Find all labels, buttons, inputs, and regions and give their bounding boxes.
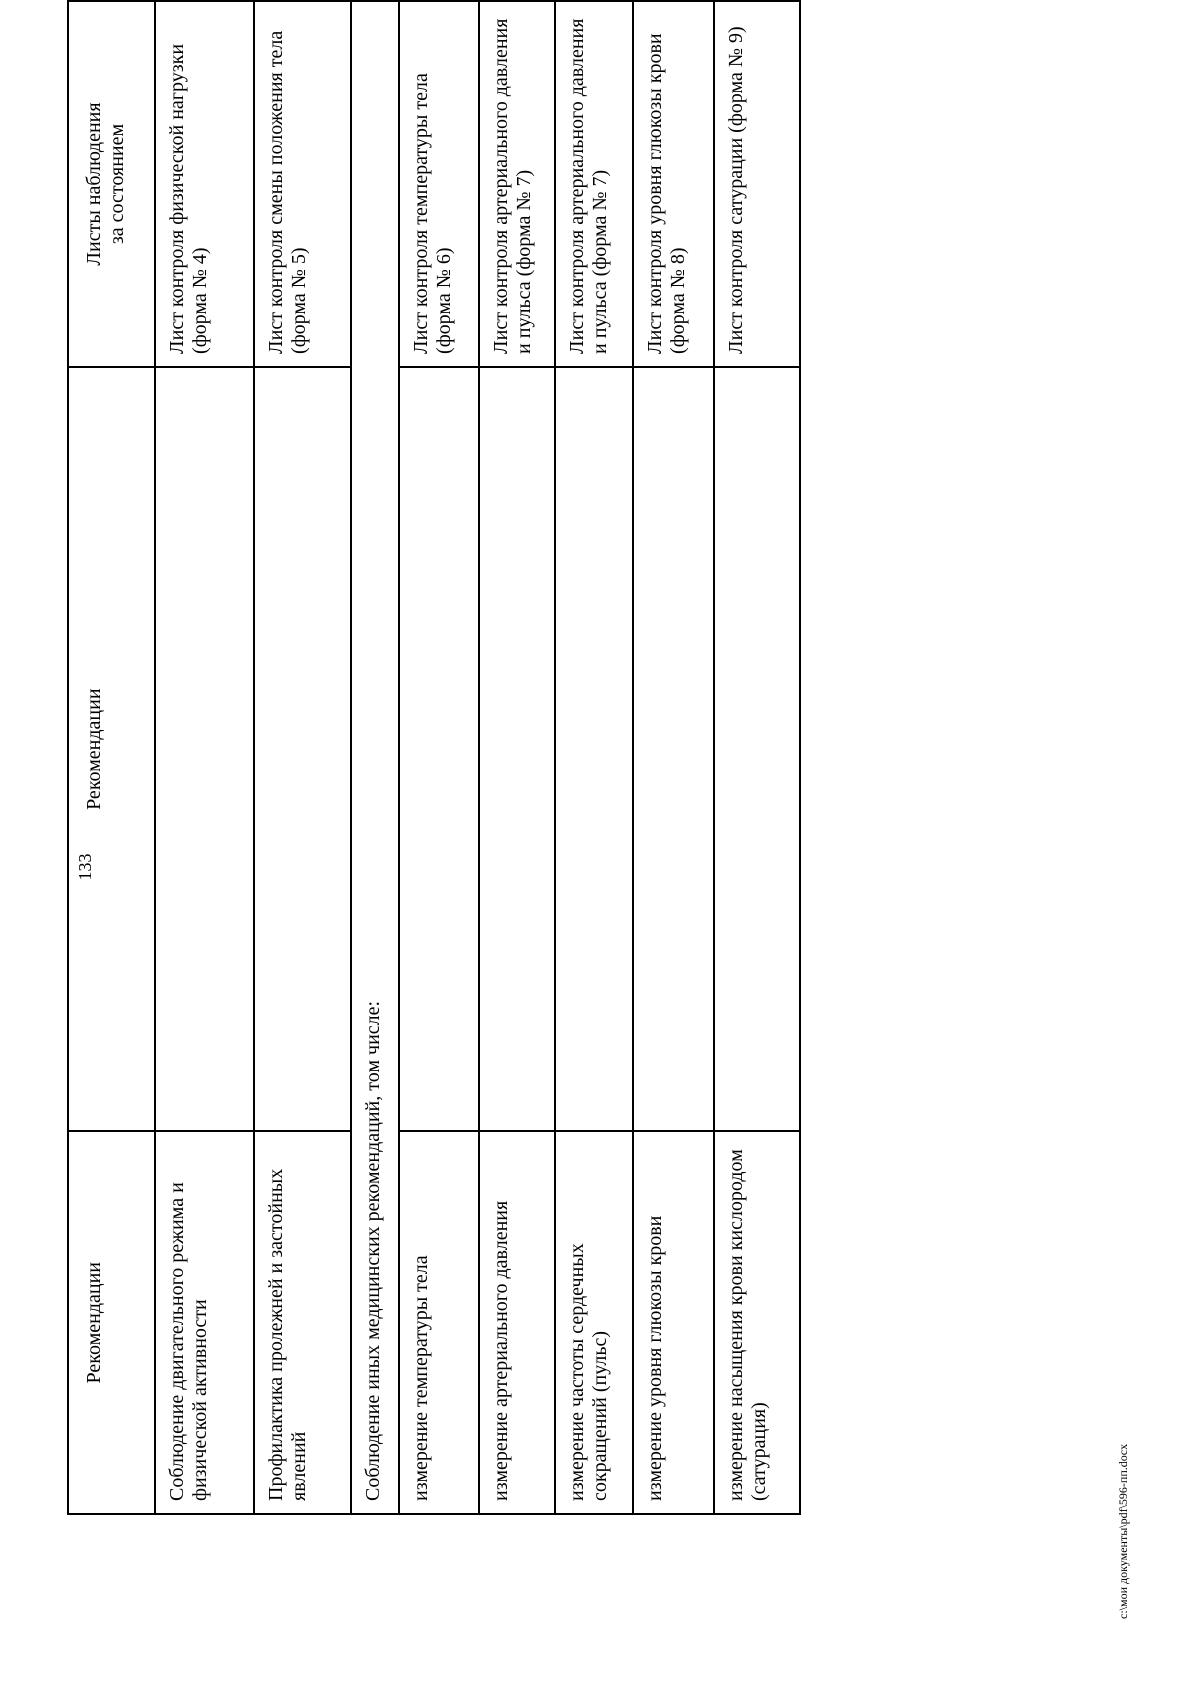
cell-empty — [155, 367, 254, 1131]
cell-sheet: Лист контроля смены положения тела (форма № 5) — [254, 1, 351, 367]
cell-empty — [555, 367, 633, 1131]
cell-sheet: Лист контроля сатурации (форма № 9) — [714, 1, 800, 367]
cell-recommendation: Профилактика пролежней и застойных явлений — [254, 1131, 351, 1514]
cell-sheet: Лист контроля артериального давления и пульса (форма № 7) — [555, 1, 633, 367]
cell-sheet: Лист контроля физической нагрузки (форма № 4) — [155, 1, 254, 367]
table-row — [254, 1, 351, 1514]
cell-empty — [399, 367, 479, 1131]
cell-sheet: Лист контроля температуры тела (форма № 6) — [399, 1, 479, 367]
table-row — [714, 1, 800, 1514]
cell-measurement: измерение температуры тела — [399, 1131, 479, 1514]
table-row — [633, 1, 714, 1514]
table-row — [155, 1, 254, 1514]
cell-empty — [254, 367, 351, 1131]
header-observation-sheets: Листы наблюдения за состоянием — [68, 1, 155, 367]
section-label: Соблюдение иных медицинских рекомендаций, том числе: — [351, 367, 399, 1514]
cell-measurement: измерение частоты сердечных сокращений (пульс) — [555, 1131, 633, 1514]
cell-empty — [633, 367, 714, 1131]
cell-empty — [351, 1, 399, 367]
cell-measurement: измерение насыщения крови кислородом (сатурация) — [714, 1131, 800, 1514]
page-number: 133 — [75, 853, 95, 881]
header-recommendations: Рекомендации — [68, 1131, 155, 1514]
header-recommendations-2: Рекомендации — [68, 367, 155, 1131]
cell-measurement: измерение уровня глюкозы крови — [633, 1131, 714, 1514]
cell-empty — [714, 367, 800, 1131]
section-row — [351, 1, 399, 1514]
cell-measurement: измерение артериального давления — [479, 1131, 555, 1514]
table-row — [555, 1, 633, 1514]
table-header-row — [68, 1, 155, 1514]
cell-sheet: Лист контроля уровня глюкозы крови (форма № 8) — [633, 1, 714, 367]
cell-recommendation: Соблюдение двигательного режима и физической активности — [155, 1131, 254, 1514]
footer-file-path: c:\мои документы\pdf\596-пп.docx — [1116, 1443, 1130, 1619]
table-row — [479, 1, 555, 1514]
recommendations-table — [67, 0, 801, 1515]
cell-empty — [479, 367, 555, 1131]
cell-sheet: Лист контроля артериального давления и пульса (форма № 7) — [479, 1, 555, 367]
table-row — [399, 1, 479, 1514]
